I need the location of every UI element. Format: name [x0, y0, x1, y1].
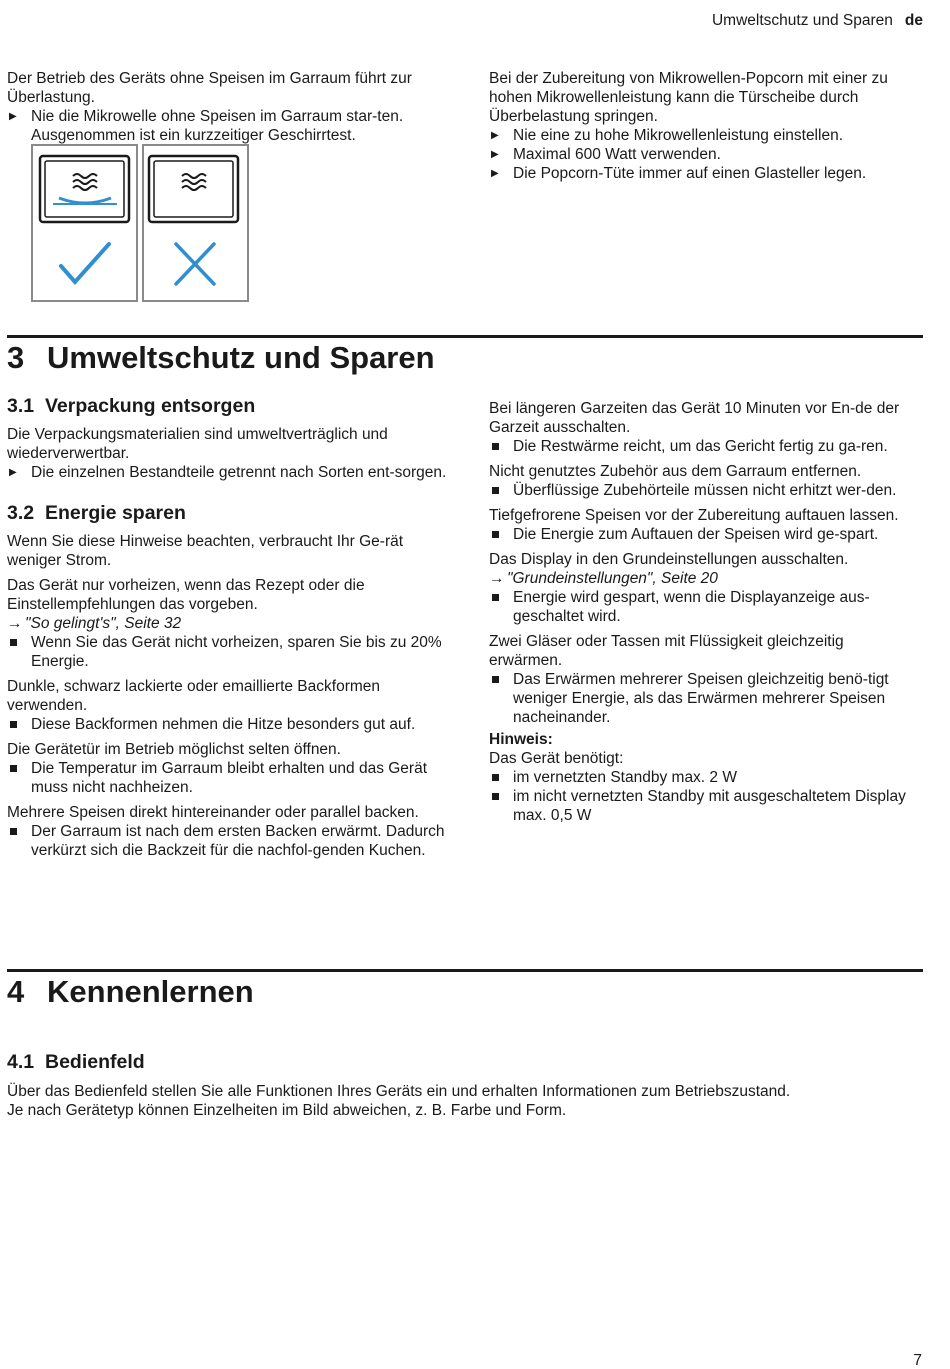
energy-tip: Zwei Gläser oder Tassen mit Flüssigkeit gleichzeitig erwärmen.: [489, 633, 844, 669]
energy-intro: Wenn Sie diese Hinweise beachten, verbraucht Ihr Ge-rät weniger Strom.: [7, 533, 404, 569]
section-divider: [7, 335, 923, 338]
cross-reference[interactable]: → "Grundeinstellungen", Seite 20: [489, 570, 718, 587]
energy-tip: Das Gerät nur vorheizen, wenn das Rezept oder die Einstellempfehlungen das vorgeben.: [7, 577, 365, 613]
packaging-text: Die Verpackungsmaterialien sind umweltverträglich und wiederverwertbar.: [7, 426, 388, 462]
triangle-bullet-icon: ▶: [491, 168, 499, 179]
microwave-with-food-icon: [33, 146, 136, 300]
control-panel-line: Je nach Gerätetyp können Einzelheiten im Bild abweichen, z. B. Farbe und Form.: [7, 1102, 567, 1119]
page-number: 7: [913, 1352, 922, 1369]
microwave-empty-icon: [144, 146, 247, 300]
square-bullet-icon: [10, 639, 17, 646]
top-right-intro: Bei der Zubereitung von Mikrowellen-Popcorn mit einer zu hohen Mikrowellenleistung kann die Türscheibe durch Überbelastung springen.: [489, 70, 888, 125]
microwave-pictograms: [31, 144, 251, 302]
triangle-bullet-icon: ▶: [491, 130, 499, 141]
energy-tip: Das Display in den Grundeinstellungen ausschalten.: [489, 551, 849, 568]
top-right-bullet: ▶ Nie eine zu hohe Mikrowellenleistung einstellen.: [491, 127, 843, 144]
cross-reference[interactable]: → "So gelingt's", Seite 32: [7, 615, 182, 632]
section-4-heading: 4 Kennenlernen: [7, 974, 254, 1009]
pictogram-correct: [31, 144, 138, 302]
triangle-bullet-icon: ▶: [9, 111, 17, 122]
hint-text: Das Gerät benötigt:: [489, 750, 624, 767]
square-bullet-icon: [492, 774, 499, 781]
pictogram-wrong: [142, 144, 249, 302]
top-left-bullet: ▶ Nie die Mikrowelle ohne Speisen im Garraum star-ten. Ausgenommen ist ein kurzzeitiger Geschirrtest.: [9, 108, 404, 144]
energy-result: Wenn Sie das Gerät nicht vorheizen, sparen Sie bis zu 20% Energie.: [7, 633, 447, 671]
subsection-4-1-heading: 4.1 Bedienfeld: [7, 1051, 145, 1073]
energy-result: Die Restwärme reicht, um das Gericht fertig zu ga-ren.: [489, 437, 921, 456]
energy-tip: Mehrere Speisen direkt hintereinander oder parallel backen.: [7, 804, 419, 821]
header-title: Umweltschutz und Sparen: [711, 12, 893, 29]
top-right-bullet: ▶ Maximal 600 Watt verwenden.: [491, 146, 721, 163]
energy-tip: Dunkle, schwarz lackierte oder emaillierte Backformen verwenden.: [7, 678, 381, 714]
hint-label: Hinweis:: [489, 731, 553, 748]
energy-tip: Die Gerätetür im Betrieb möglichst selten öffnen.: [7, 741, 341, 758]
subsection-3-1-heading: 3.1 Verpackung entsorgen: [7, 395, 256, 417]
packaging-bullet: ▶ Die einzelnen Bestandteile getrennt nach Sorten ent-sorgen.: [9, 464, 447, 481]
energy-result: Diese Backformen nehmen die Hitze besonders gut auf.: [7, 715, 447, 734]
subsection-3-2-heading: 3.2 Energie sparen: [7, 502, 186, 524]
energy-result: Überflüssige Zubehörteile müssen nicht erhitzt wer-den.: [489, 481, 921, 500]
square-bullet-icon: [10, 828, 17, 835]
energy-tip: Nicht genutztes Zubehör aus dem Garraum entfernen.: [489, 463, 862, 480]
square-bullet-icon: [10, 765, 17, 772]
square-bullet-icon: [492, 443, 499, 450]
energy-tip: Bei längeren Garzeiten das Gerät 10 Minuten vor En-de der Garzeit ausschalten.: [489, 400, 900, 436]
square-bullet-icon: [492, 676, 499, 683]
control-panel-line: Über das Bedienfeld stellen Sie alle Funktionen Ihres Geräts ein und erhalten Informationen zum Betriebszustand.: [7, 1083, 791, 1100]
energy-result: Das Erwärmen mehrerer Speisen gleichzeitig benö-tigt weniger Energie, als das Erwärmen mehrerer Speisen nacheinander.: [489, 670, 921, 727]
top-right-block: [489, 69, 921, 183]
square-bullet-icon: [492, 594, 499, 601]
checkmark-icon: [61, 244, 109, 282]
section-divider: [7, 969, 923, 972]
square-bullet-icon: [492, 531, 499, 538]
cross-icon: [176, 244, 214, 284]
hint-item: im vernetzten Standby max. 2 W: [489, 768, 921, 787]
control-panel-intro: [7, 1082, 923, 1120]
running-header: [712, 11, 923, 30]
section-3-heading: 3 Umweltschutz und Sparen: [7, 340, 435, 375]
energy-result: Die Energie zum Auftauen der Speisen wird ge-spart.: [489, 525, 921, 544]
language-code: de: [904, 12, 923, 29]
hint-item: im nicht vernetzten Standby mit ausgeschaltetem Display max. 0,5 W: [489, 787, 921, 825]
energy-result: Der Garraum ist nach dem ersten Backen erwärmt. Dadurch verkürzt sich die Backzeit für die nachfol-genden Kuchen.: [7, 822, 447, 860]
square-bullet-icon: [492, 793, 499, 800]
top-right-bullet: ▶ Die Popcorn-Tüte immer auf einen Glasteller legen.: [491, 165, 867, 182]
top-left-block: [7, 69, 447, 145]
section-3-left-column: [7, 394, 447, 860]
arrow-right-icon: →: [7, 615, 23, 632]
triangle-bullet-icon: ▶: [491, 149, 499, 160]
triangle-bullet-icon: ▶: [9, 467, 17, 478]
square-bullet-icon: [10, 721, 17, 728]
arrow-right-icon: →: [489, 570, 505, 587]
energy-result: Energie wird gespart, wenn die Displayanzeige aus-geschaltet wird.: [489, 588, 921, 626]
square-bullet-icon: [492, 487, 499, 494]
top-left-intro: Der Betrieb des Geräts ohne Speisen im Garraum führt zur Überlastung.: [7, 70, 412, 106]
energy-tip: Tiefgefrorene Speisen vor der Zubereitung auftauen lassen.: [489, 507, 899, 524]
energy-result: Die Temperatur im Garraum bleibt erhalten und das Gerät muss nicht nachheizen.: [7, 759, 447, 797]
section-3-right-column: [489, 399, 921, 825]
